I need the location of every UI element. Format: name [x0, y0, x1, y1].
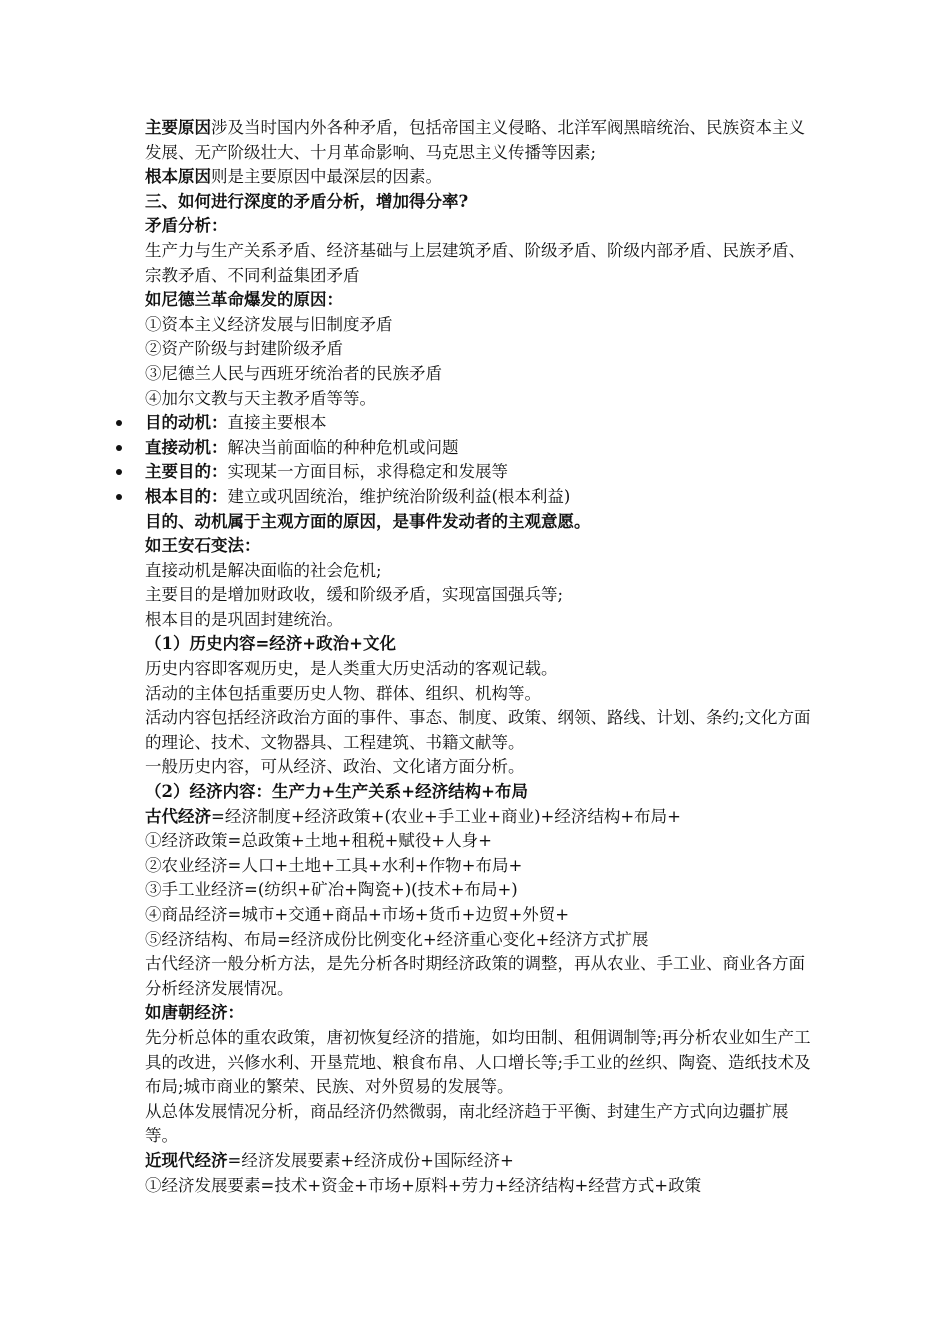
bullet-term: 主要目的：	[145, 462, 228, 482]
list-item-netherlands-2: ②资产阶级与封建阶级矛盾	[145, 339, 343, 359]
paragraph-tang-analysis: 先分析总体的重农政策，唐初恢复经济的措施，如均田制、租佣调制等;再分析农业如生产工具的改进，兴修水利、开垦荒地、粮食布帛、人口增长等;手工业的丝织、陶瓷、造纸技术及布局;城市商业的繁荣、民族、对外贸易的发展等。	[145, 1027, 811, 1097]
statement-subjective-reason: 目的、动机属于主观方面的原因，是事件发动者的主观意愿。	[145, 511, 591, 531]
paragraph-main-cause	[145, 116, 820, 165]
bullet-term: 直接动机：	[145, 437, 228, 457]
heading-history-content: （1）历史内容=经济+政治+文化	[145, 634, 396, 654]
formula-item-4: ④商品经济=城市+交通+商品+市场+货币+边贸+外贸+	[145, 905, 570, 924]
bullet-item-main-purpose	[145, 460, 820, 485]
bullet-text: 直接主要根本	[227, 413, 327, 433]
list-item-netherlands-3: ③尼德兰人民与西班牙统治者的民族矛盾	[145, 363, 442, 383]
formula-modern-item-1: ①经济发展要素=技术+资金+市场+原料+劳力+经济结构+经营方式+政策	[145, 1175, 702, 1195]
wang-anshi-direct-motive: 直接动机是解决面临的社会危机;	[145, 560, 382, 580]
bullet-item-root-purpose	[145, 485, 820, 510]
list-item-netherlands-4: ④加尔文教与天主教矛盾等等。	[145, 388, 376, 408]
paragraph-history-objective: 历史内容即客观历史，是人类重大历史活动的客观记载。	[145, 659, 558, 679]
term-modern-economy: 近现代经济	[145, 1150, 228, 1170]
bullet-text: 解决当前面临的种种危机或问题	[227, 437, 459, 457]
list-item-netherlands-1: ①资本主义经济发展与旧制度矛盾	[145, 314, 393, 334]
term-main-cause: 主要原因	[145, 118, 211, 137]
wang-anshi-root-purpose: 根本目的是巩固封建统治。	[145, 609, 343, 629]
subheading-wang-anshi-example: 如王安石变法：	[145, 536, 261, 556]
bullet-dot-icon	[116, 494, 122, 500]
subheading-contradiction-analysis: 矛盾分析：	[145, 216, 228, 236]
formula-item-5: ⑤经济结构、布局=经济成份比例变化+经济重心变化+经济方式扩展	[145, 929, 649, 949]
formula-item-3: ③手工业经济=(纺织+矿冶+陶瓷+)(技术+布局+)	[145, 880, 518, 900]
text-main-cause: 涉及当时国内外各种矛盾，包括帝国主义侵略、北洋军阀黑暗统治、民族资本主义发展、无产阶级壮大、十月革命影响、马克思主义传播等因素;	[145, 118, 805, 162]
bullet-dot-icon	[116, 469, 122, 475]
bullet-item-motive	[145, 411, 820, 436]
formula-item-1: ①经济政策=总政策+土地+租税+赋役+人身+	[145, 831, 492, 851]
bullet-dot-icon	[116, 445, 122, 451]
paragraph-contradiction-types: 生产力与生产关系矛盾、经济基础与上层建筑矛盾、阶级矛盾、阶级内部矛盾、民族矛盾、宗教矛盾、不同利益集团矛盾	[145, 240, 805, 285]
bullet-text: 建立或巩固统治，维护统治阶级利益(根本利益)	[227, 486, 571, 506]
bullet-term: 根本目的：	[145, 486, 228, 506]
paragraph-activity-content: 活动内容包括经济政治方面的事件、事态、制度、政策、纲领、路线、计划、条约;文化方面的理论、技术、文物器具、工程建筑、书籍文献等。	[145, 708, 811, 752]
paragraph-general-analysis: 一般历史内容，可从经济、政治、文化诸方面分析。	[145, 757, 525, 777]
wang-anshi-main-purpose: 主要目的是增加财政收，缓和阶级矛盾，实现富国强兵等;	[145, 585, 564, 605]
bullet-item-direct-motive	[145, 436, 820, 461]
formula-item-2: ②农业经济=人口+土地+工具+水利+作物+布局+	[145, 855, 523, 875]
document-body	[145, 116, 820, 1198]
paragraph-ancient-method: 古代经济一般分析方法，是先分析各时期经济政策的调整，再从农业、手工业、商业各方面分析经济发展情况。	[145, 954, 805, 998]
text-ancient-economy: =经济制度+经济政策+(农业+手工业+商业)+经济结构+布局+	[211, 806, 681, 826]
text-modern-economy: =经济发展要素+经济成份+国际经济+	[227, 1150, 514, 1170]
bullet-text: 实现某一方面目标，求得稳定和发展等	[227, 462, 508, 482]
bullet-term: 目的动机：	[145, 413, 228, 433]
paragraph-activity-subjects: 活动的主体包括重要历史人物、群体、组织、机构等。	[145, 683, 541, 703]
term-root-cause: 根本原因	[145, 167, 211, 187]
formula-ancient-economy	[145, 805, 820, 830]
heading-economic-content: （2）经济内容：生产力+生产关系+经济结构+布局	[145, 782, 528, 802]
subheading-netherlands-example: 如尼德兰革命爆发的原因：	[145, 290, 343, 310]
bullet-dot-icon	[116, 420, 122, 426]
paragraph-tang-overall: 从总体发展情况分析，商品经济仍然微弱，南北经济趋于平衡、封建生产方式向边疆扩展等。	[145, 1101, 789, 1146]
paragraph-root-cause	[145, 165, 820, 190]
subheading-tang-economy: 如唐朝经济：	[145, 1003, 244, 1023]
section-heading-3: 三、如何进行深度的矛盾分析，增加得分率?	[145, 191, 469, 211]
text-root-cause: 则是主要原因中最深层的因素。	[211, 167, 442, 187]
term-ancient-economy: 古代经济	[145, 806, 211, 826]
formula-modern-economy	[145, 1149, 820, 1174]
